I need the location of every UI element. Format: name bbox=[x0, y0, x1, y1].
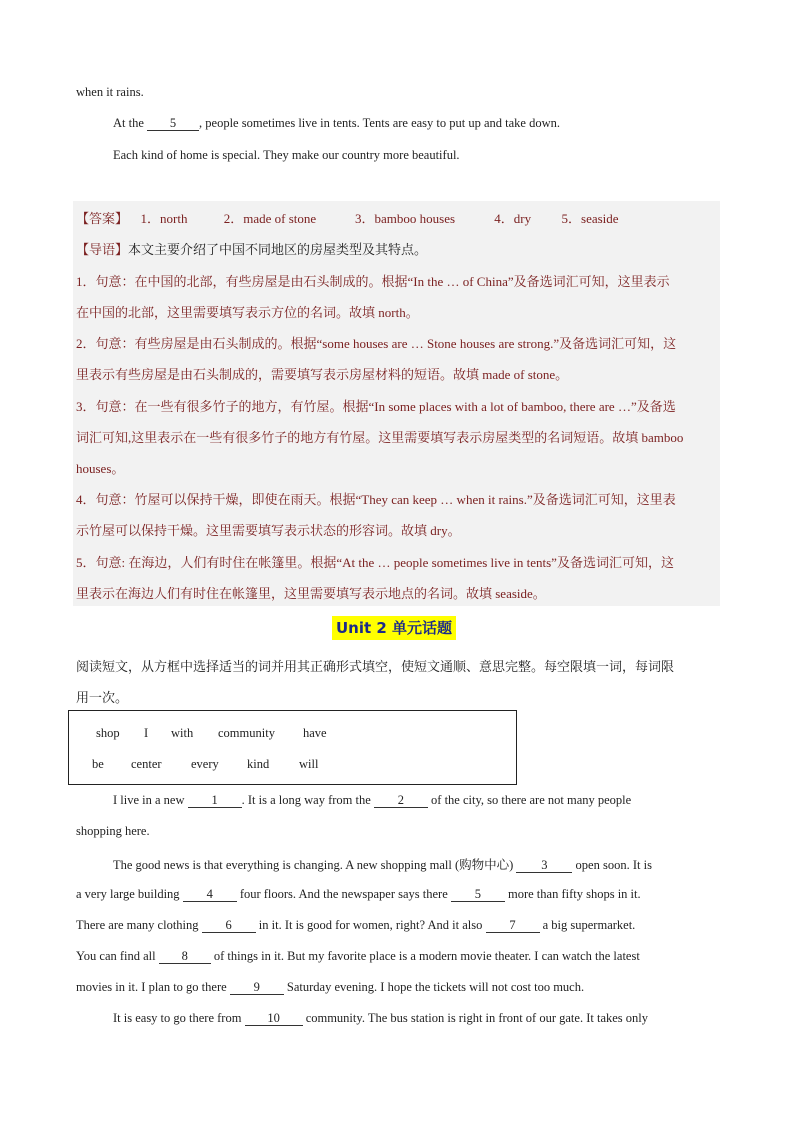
text-fragment: in it. It is good for women, right? And it also bbox=[255, 918, 486, 932]
text-fragment: a big supermarket. bbox=[539, 918, 636, 932]
explanation-line: 在中国的北部，这里需要填写表示方位的名词。故填 north。 bbox=[76, 305, 419, 320]
blank-1: 1 bbox=[188, 793, 242, 808]
passage-line bbox=[76, 918, 635, 933]
passage-line: shopping here. bbox=[76, 824, 150, 838]
text-line-seaside-sentence bbox=[113, 115, 560, 131]
word-bank-word: center bbox=[131, 757, 162, 771]
text-fragment: of things in it. But my favorite place is a modern movie theater. I can watch the latest bbox=[210, 949, 640, 963]
explanation-line: 4．句意：竹屋可以保持干燥，即使在雨天。根据“They can keep … when it rains.”及备选词汇可知，这里表 bbox=[76, 492, 676, 507]
blank-9: 9 bbox=[230, 980, 284, 995]
blank-3: 3 bbox=[516, 858, 572, 873]
text-fragment: a very large building bbox=[76, 887, 183, 901]
explanation-line: houses。 bbox=[76, 461, 125, 476]
passage-line bbox=[76, 980, 584, 995]
explanation-line: 5．句意: 在海边，人们有时住在帐篷里。根据“At the … people sometimes live in tents”及备选词汇可知，这 bbox=[76, 555, 674, 570]
passage-line bbox=[76, 887, 641, 902]
explanation-line: 3．句意：在一些有很多竹子的地方，有竹屋。根据“In some places with a lot of bamboo, there are …”及备选 bbox=[76, 399, 676, 414]
word-bank-word: with bbox=[171, 726, 194, 740]
text-fragment: of the city, so there are not many people bbox=[427, 793, 632, 807]
explanation-line: 示竹屋可以保持干燥。这里需要填写表示状态的形容词。故填 dry。 bbox=[76, 523, 461, 538]
text-fragment: At the bbox=[113, 116, 148, 130]
blank-5: 5 bbox=[147, 116, 199, 131]
text-fragment: I live in a new bbox=[113, 793, 188, 807]
explanation-line: 1．句意：在中国的北部，有些房屋是由石头制成的。根据“In the … of China”及备选词汇可知，这里表示 bbox=[76, 274, 670, 289]
text-line-closing: Each kind of home is special. They make our country more beautiful. bbox=[113, 148, 460, 162]
blank-5: 5 bbox=[451, 887, 505, 902]
word-bank-word: shop bbox=[96, 726, 120, 740]
word-bank-word: I bbox=[144, 726, 149, 740]
explanation-line: 里表示在海边人们有时住在帐篷里，这里需要填写表示地点的名词。故填 seaside。 bbox=[76, 586, 546, 601]
word-bank-word: be bbox=[92, 757, 104, 771]
word-bank-word: will bbox=[299, 757, 319, 771]
answer-label: 【答案】 bbox=[76, 211, 129, 226]
instruction-line-1: 阅读短文，从方框中选择适当的词并用其正确形式填空，使短文通顺、意思完整。每空限填一词，每词限 bbox=[76, 660, 675, 675]
explanation-line: 词汇可知,这里表示在一些有很多竹子的地方有竹屋。这里需要填写表示房屋类型的名词短语。故填 bamboo bbox=[76, 430, 684, 445]
text-fragment: . It is a long way from the bbox=[241, 793, 374, 807]
answer-item-5: 5．seaside bbox=[561, 211, 619, 226]
text-fragment: , people sometimes live in tents. Tents are easy to put up and take down. bbox=[199, 116, 560, 130]
text-fragment: open soon. It is bbox=[572, 858, 652, 872]
guide-text: 本文主要介绍了中国不同地区的房屋类型及其特点。 bbox=[128, 242, 428, 257]
blank-7: 7 bbox=[486, 918, 540, 933]
passage-line bbox=[76, 949, 640, 964]
answer-key-line bbox=[76, 208, 721, 227]
blank-8: 8 bbox=[159, 949, 211, 964]
passage-line bbox=[113, 1011, 648, 1026]
passage-line bbox=[113, 793, 631, 808]
text-fragment: more than fifty shops in it. bbox=[504, 887, 641, 901]
word-bank-word: have bbox=[303, 726, 327, 740]
text-fragment: Saturday evening. I hope the tickets will not cost too much. bbox=[283, 980, 585, 994]
guide-label: 【导语】 bbox=[76, 242, 129, 257]
text-line-when-it-rains: when it rains. bbox=[76, 85, 144, 99]
blank-4: 4 bbox=[183, 887, 237, 902]
instruction-line-2: 用一次。 bbox=[76, 691, 129, 706]
section-heading: Unit 2 单元话题 bbox=[332, 616, 456, 640]
blank-10: 10 bbox=[245, 1011, 303, 1026]
word-bank-word: kind bbox=[247, 757, 270, 771]
guide-line bbox=[76, 239, 721, 258]
passage-line bbox=[113, 855, 652, 873]
text-fragment: community. The bus station is right in front of our gate. It takes only bbox=[302, 1011, 648, 1025]
word-bank-word: community bbox=[218, 726, 275, 740]
word-bank-word: every bbox=[191, 757, 219, 771]
blank-2: 2 bbox=[374, 793, 428, 808]
text-fragment: It is easy to go there from bbox=[113, 1011, 245, 1025]
text-fragment: movies in it. I plan to go there bbox=[76, 980, 230, 994]
explanation-line: 2．句意：有些房屋是由石头制成的。根据“some houses are … Stone houses are strong.”及备选词汇可知，这 bbox=[76, 336, 677, 351]
text-fragment: There are many clothing bbox=[76, 918, 202, 932]
word-bank-box bbox=[68, 710, 517, 785]
answer-item-1: 1．north bbox=[140, 211, 188, 226]
text-fragment: You can find all bbox=[76, 949, 159, 963]
text-fragment: four floors. And the newspaper says there bbox=[236, 887, 451, 901]
answer-item-2: 2．made of stone bbox=[223, 211, 317, 226]
answer-item-3: 3．bamboo houses bbox=[355, 211, 456, 226]
blank-6: 6 bbox=[202, 918, 256, 933]
text-fragment: The good news is that everything is changing. A new shopping mall (购物中心) bbox=[113, 858, 517, 872]
explanation-line: 里表示有些房屋是由石头制成的，需要填写表示房屋材料的短语。故填 made of stone。 bbox=[76, 367, 569, 382]
answer-item-4: 4．dry bbox=[494, 211, 532, 226]
